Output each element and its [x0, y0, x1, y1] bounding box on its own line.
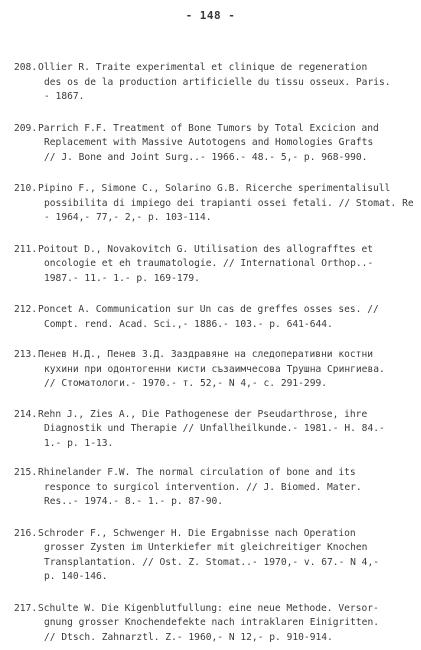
reference-entry — [14, 348, 414, 392]
reference-text — [38, 243, 414, 287]
reference-text — [38, 466, 414, 510]
reference-line: Poitout D., Novakovitch G. Utilisation des allografftes et — [38, 243, 374, 255]
reference-line: Rhinelander F.W. The normal circulation of bone and its — [38, 467, 356, 478]
reference-text — [38, 527, 414, 585]
reference-text — [38, 303, 414, 332]
reference-line: gnung grosser Knochendefekte nach intraklaren Einigritten. — [44, 617, 380, 628]
reference-number: 213. — [14, 349, 38, 360]
reference-text — [38, 602, 414, 646]
reference-number: 211. — [14, 243, 38, 255]
reference-number: 210. — [14, 183, 38, 194]
reference-number: 217. — [14, 602, 38, 614]
reference-number: 209. — [14, 122, 38, 134]
reference-entry — [14, 61, 414, 105]
reference-entry — [14, 466, 414, 510]
page-number: - 148 - — [185, 9, 236, 22]
reference-entry — [14, 602, 414, 646]
reference-number: 216. — [14, 527, 38, 539]
reference-line: Replacement with Massive Autotogens and Homologies Grafts — [44, 137, 374, 148]
reference-text — [38, 182, 414, 226]
reference-number: 212. — [14, 304, 38, 315]
reference-entry — [14, 122, 414, 166]
reference-line: // Dtsch. Zahnarztl. Z.- 1960,- N 12,- p. 910-914. — [44, 631, 333, 643]
reference-text — [38, 61, 414, 105]
reference-line: Rehn J., Zies A., Die Pathogenese der Pseudarthrose, ihre — [38, 408, 368, 420]
reference-line: // J. Bone and Joint Surg..- 1966.- 48.- 5,- p. 968-990. — [44, 151, 368, 163]
reference-line: Parrich F.F. Treatment of Bone Tumors by Total Excicion and — [38, 122, 379, 134]
reference-entry — [14, 527, 414, 585]
reference-line: Schroder F., Schwenger H. Die Ergabnisse nach Operation — [38, 527, 356, 539]
reference-line: кухини при одонтогенни кисти съзаимчесова Трушна Срингиева. — [44, 363, 385, 375]
reference-text — [38, 408, 414, 452]
reference-line: oncologie et eh traumatologie. // International Orthop..- — [44, 258, 374, 269]
reference-line: - 1867. — [44, 91, 85, 102]
reference-line: // Стоматологи.- 1970.- т. 52,- N 4,- с. 291-299. — [44, 378, 328, 389]
reference-line: Pipino F., Simone C., Solarino G.B. Ricerche sperimentalisull — [38, 183, 391, 194]
reference-line: Transplantation. // Ost. Z. Stomat..- 1970,- v. 67.- N 4,- — [44, 556, 380, 568]
reference-line: Diagnostik und Therapie // Unfallheilkunde.- 1981.- H. 84.- — [44, 423, 385, 434]
reference-entry — [14, 182, 414, 226]
reference-line: des os de la production artificielle du tissu osseux. Paris. — [44, 76, 391, 88]
reference-line: Ollier R. Traite experimental et clinique de regeneration — [38, 62, 368, 73]
reference-line: responce to surgicol intervention. // J. Biomed. Mater. — [44, 481, 362, 493]
reference-number: 215. — [14, 467, 38, 478]
reference-list — [14, 45, 414, 645]
reference-line: possibilita di impiego dei trapianti ossei fetali. // Stomat. Re — [44, 197, 414, 209]
reference-line: grosser Zysten im Unterkiefer mit gleichreitiger Knochen — [44, 542, 368, 553]
reference-line: Пенев Н.Д., Пенев З.Д. Заздравяне на следоперативни костни — [38, 349, 374, 360]
reference-entry — [14, 408, 414, 452]
reference-line: 1987.- 11.- 1.- p. 169-179. — [44, 272, 200, 284]
reference-entry — [14, 243, 414, 287]
reference-line: - 1964,- 77,- 2,- p. 103-114. — [44, 212, 212, 223]
reference-entry — [14, 303, 414, 332]
reference-line: 1.- p. 1-13. — [44, 437, 114, 449]
reference-line: Compt. rend. Acad. Sci.,- 1886.- 103.- p. 641-644. — [44, 318, 333, 330]
reference-text — [38, 348, 414, 392]
reference-line: p. 140-146. — [44, 571, 108, 582]
reference-number: 208. — [14, 62, 38, 73]
reference-line: Poncet A. Communication sur Un cas de greffes osses ses. // — [38, 304, 379, 315]
reference-text — [38, 122, 414, 166]
reference-line: Schulte W. Die Kigenblutfullung: eine neue Methode. Versor- — [38, 602, 379, 614]
reference-number: 214. — [14, 408, 38, 420]
reference-line: Res..- 1974.- 8.- 1.- p. 87-90. — [44, 496, 224, 507]
